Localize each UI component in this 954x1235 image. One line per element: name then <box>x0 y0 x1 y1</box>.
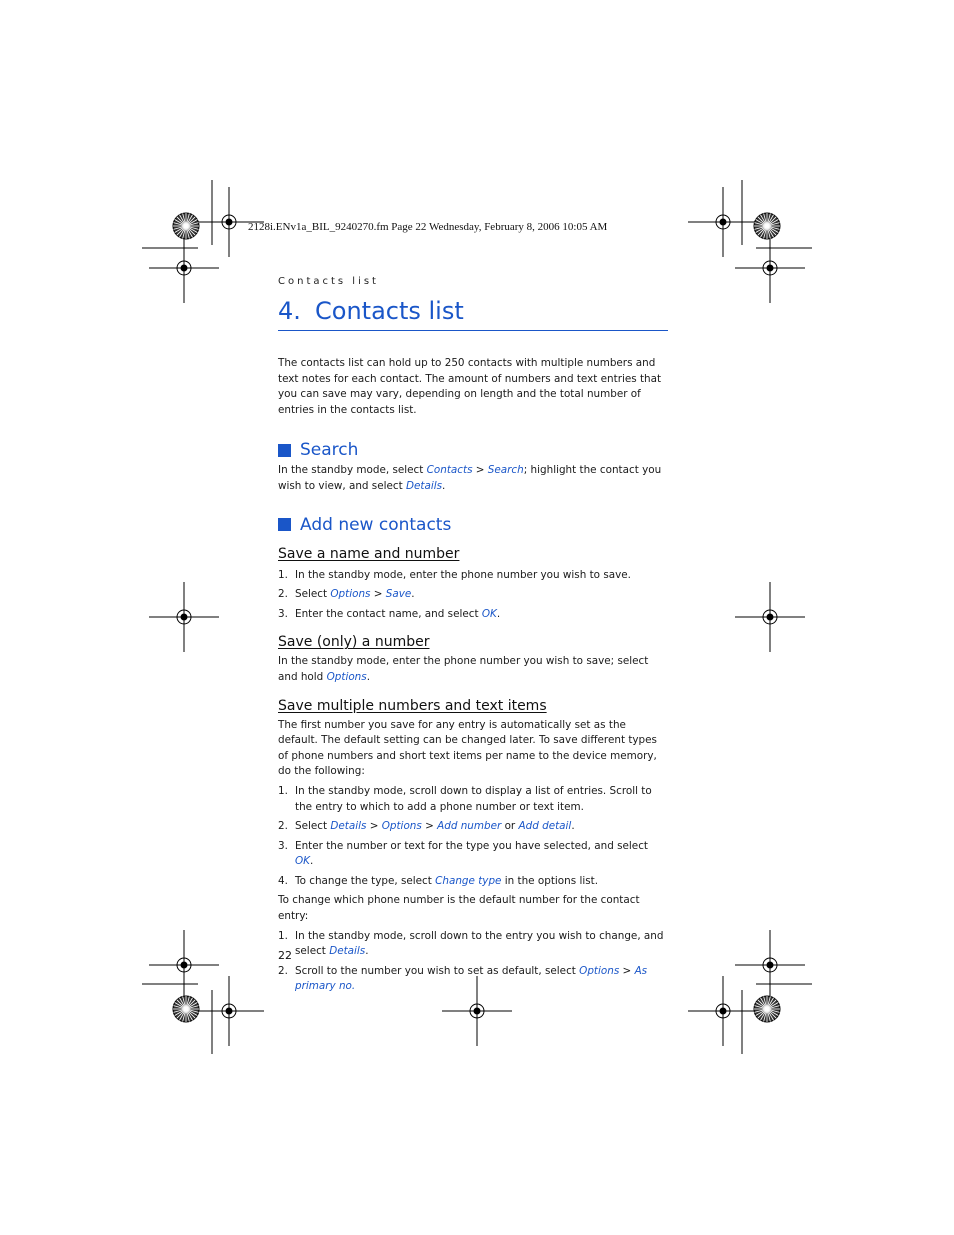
save-only-paragraph: In the standby mode, enter the phone number you wish to save; select and hold Options. <box>278 655 649 683</box>
subheading-save-only-number: Save (only) a number <box>278 634 430 651</box>
menu-item-add-number: Add number <box>437 820 502 833</box>
menu-item-search: Search <box>487 464 524 477</box>
chapter-title <box>278 294 668 331</box>
page-number: 22 <box>278 949 292 962</box>
steps-default-number <box>278 929 668 995</box>
steps-save-name <box>278 568 668 623</box>
menu-item-change-type: Change type <box>435 874 502 887</box>
save-multiple-paragraph: The first number you save for any entry is automatically set as the default. The default setting can be changed later. To save different types of phone numbers and short text items per name to the device memory, do the following: <box>278 718 657 778</box>
list-item: 2. Select Options > Save. <box>278 588 415 601</box>
intro-paragraph: The contacts list can hold up to 250 contacts with multiple numbers and text notes for each contact. The amount of numbers and text entries that you can save may vary, depending on length and the total number of entries in the contacts list. <box>278 357 662 416</box>
subheading-save-name-number: Save a name and number <box>278 545 460 562</box>
menu-item-options: Options <box>330 588 371 601</box>
subheading-save-multiple: Save multiple numbers and text items <box>278 697 547 714</box>
list-item: 1. In the standby mode, scroll down to display a list of entries. Scroll to the entry to which to add a phone number or text item. <box>278 784 652 813</box>
square-bullet-icon <box>278 518 291 531</box>
menu-item-details: Details <box>330 820 367 833</box>
menu-item-details: Details <box>329 945 366 958</box>
chapter-title-text: Contacts list <box>315 297 464 325</box>
menu-item-ok: OK <box>295 855 310 868</box>
menu-item-ok: OK <box>481 607 497 620</box>
list-item: 3. Enter the contact name, and select OK. <box>278 607 501 620</box>
running-header: Contacts list <box>278 276 379 287</box>
list-item: 2. Scroll to the number you wish to set as default, select Options > As primary no. <box>278 964 648 993</box>
default-number-paragraph: To change which phone number is the default number for the contact entry: <box>278 894 640 923</box>
menu-item-options: Options <box>326 670 367 683</box>
menu-item-contacts: Contacts <box>426 464 473 477</box>
section-heading-add-new-contacts <box>278 514 668 536</box>
list-item: 1. In the standby mode, enter the phone number you wish to save. <box>278 568 631 581</box>
menu-item-options: Options <box>579 964 620 977</box>
section-heading-text: Search <box>300 440 359 461</box>
chapter-number: 4. <box>278 297 301 325</box>
menu-item-options: Options <box>381 820 422 833</box>
section-heading-text: Add new contacts <box>300 514 452 535</box>
page-content <box>278 294 668 995</box>
menu-item-details: Details <box>405 479 443 492</box>
square-bullet-icon <box>278 444 291 457</box>
menu-item-save: Save <box>385 588 412 601</box>
list-item: 4. To change the type, select Change type in the options list. <box>278 874 599 887</box>
search-paragraph: In the standby mode, select Contacts > Search; highlight the contact you wish to view, and select Details. <box>278 464 662 492</box>
list-item: 2. Select Details > Options > Add number or Add detail. <box>278 820 575 833</box>
steps-save-multiple <box>278 784 668 890</box>
list-item: 1. In the standby mode, scroll down to the entry you wish to change, and select Details. <box>278 929 664 958</box>
section-heading-search <box>278 439 668 461</box>
menu-item-as-primary-no: As primary no. <box>295 964 648 993</box>
print-metadata-line: 2128i.ENv1a_BIL_9240270.fm Page 22 Wednesday, February 8, 2006 10:05 AM <box>248 221 608 233</box>
list-item: 3. Enter the number or text for the type you have selected, and select OK. <box>278 839 648 868</box>
menu-item-add-detail: Add detail <box>518 820 572 833</box>
